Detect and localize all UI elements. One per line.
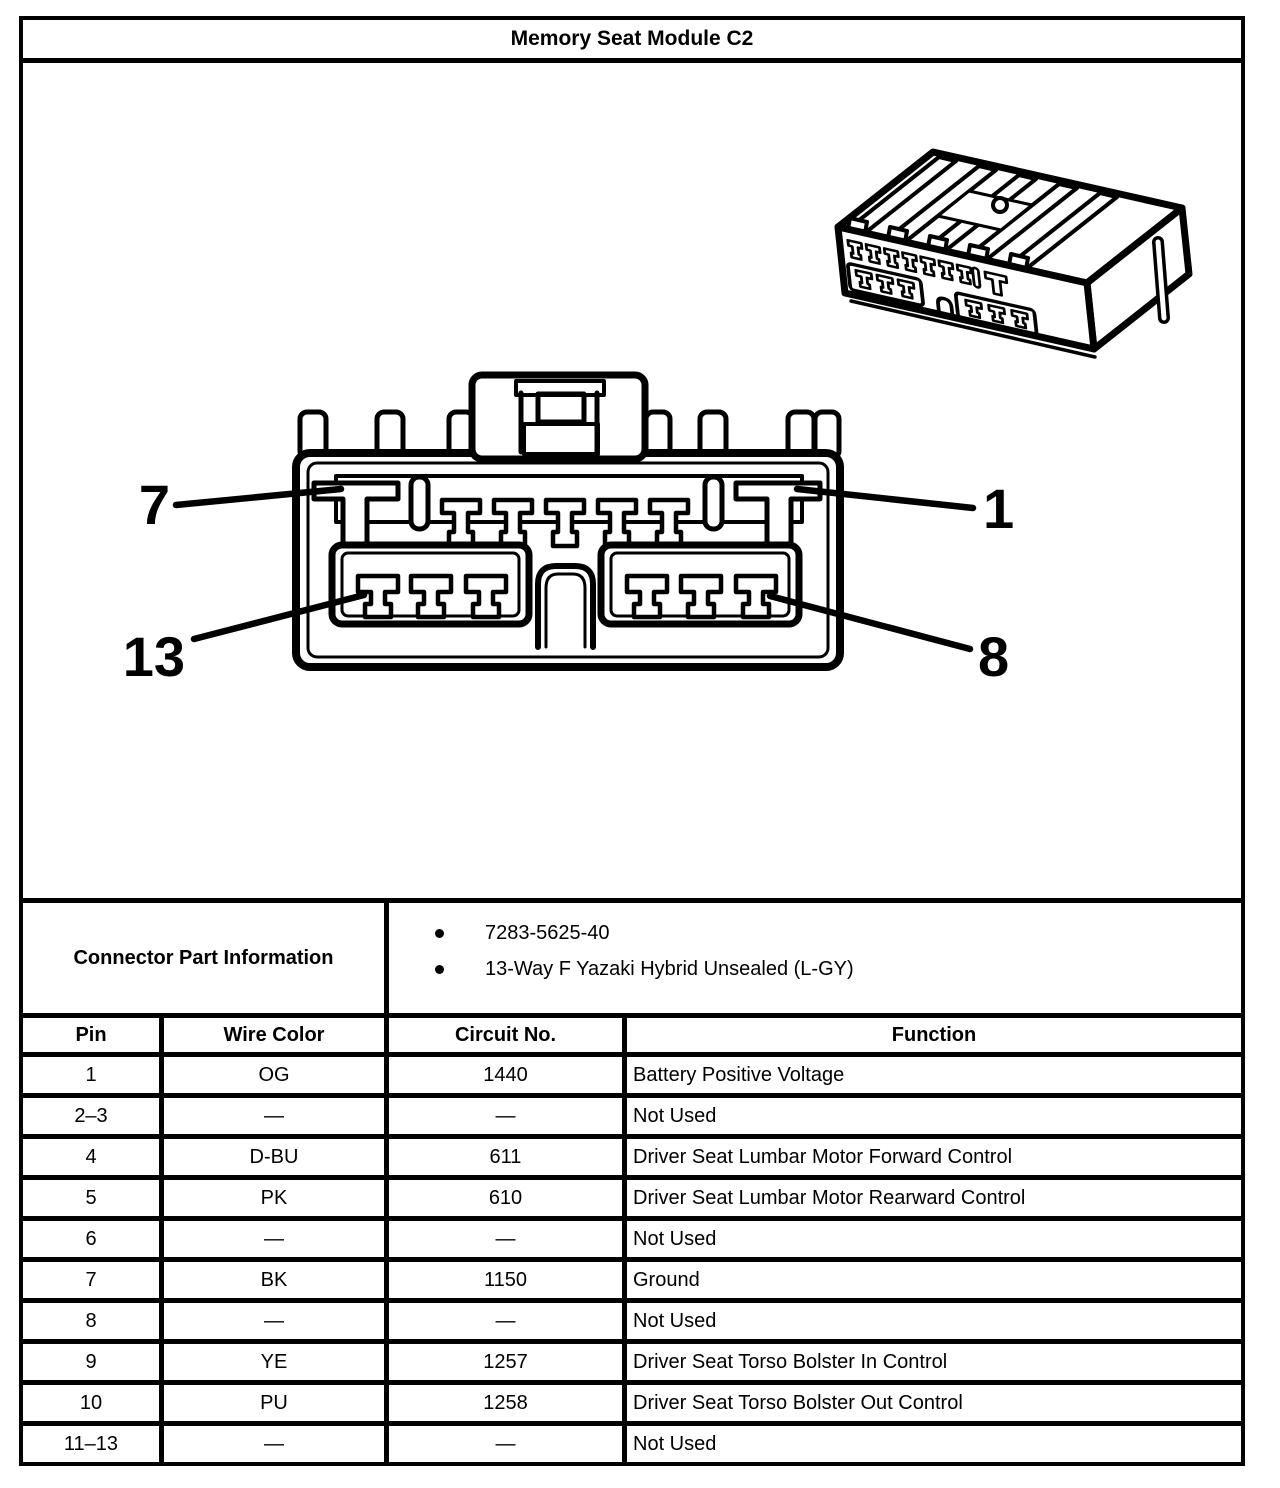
cell-pin: 4 xyxy=(23,1139,159,1175)
cell-wire-color: OG xyxy=(164,1057,384,1093)
connector-description: 13-Way F Yazaki Hybrid Unsealed (L-GY) xyxy=(485,957,854,980)
col-header-wire-color: Wire Color xyxy=(164,1018,384,1052)
cell-wire-color: — xyxy=(164,1426,384,1462)
callout-pin1: 1 xyxy=(983,477,1015,540)
cell-circuit-no: 1150 xyxy=(389,1262,622,1298)
cell-circuit-no: — xyxy=(389,1303,622,1339)
cell-pin: 1 xyxy=(23,1057,159,1093)
cell-circuit-no: 610 xyxy=(389,1180,622,1216)
connector-info-table xyxy=(23,898,1241,1462)
cell-pin: 9 xyxy=(23,1344,159,1380)
cell-wire-color: — xyxy=(164,1221,384,1257)
col-header-pin: Pin xyxy=(23,1018,159,1052)
cell-wire-color: YE xyxy=(164,1344,384,1380)
connector-part-number: 7283-5625-40 xyxy=(485,921,610,944)
cell-circuit-no: — xyxy=(389,1221,622,1257)
cell-function: Not Used xyxy=(627,1303,1241,1339)
cell-circuit-no: 1257 xyxy=(389,1344,622,1380)
cell-function: Not Used xyxy=(627,1098,1241,1134)
cell-pin: 11–13 xyxy=(23,1426,159,1462)
cell-circuit-no: — xyxy=(389,1426,622,1462)
bullet-icon xyxy=(435,929,444,938)
connector-diagram-area xyxy=(23,63,1241,898)
cell-circuit-no: 1258 xyxy=(389,1385,622,1421)
list-item xyxy=(389,951,1241,987)
cell-function: Driver Seat Lumbar Motor Rearward Control xyxy=(627,1180,1241,1216)
connector-face-view xyxy=(296,375,840,667)
connector-part-info-values xyxy=(389,903,1241,1013)
cell-function: Not Used xyxy=(627,1426,1241,1462)
cell-function: Driver Seat Lumbar Motor Forward Control xyxy=(627,1139,1241,1175)
callout-pin13: 13 xyxy=(122,625,185,688)
cell-function: Driver Seat Torso Bolster In Control xyxy=(627,1344,1241,1380)
page-title: Memory Seat Module C2 xyxy=(510,27,754,50)
connector-isometric-view xyxy=(838,152,1189,357)
cell-pin: 8 xyxy=(23,1303,159,1339)
cell-wire-color: — xyxy=(164,1303,384,1339)
cell-circuit-no: 611 xyxy=(389,1139,622,1175)
cell-wire-color: — xyxy=(164,1098,384,1134)
cell-function: Ground xyxy=(627,1262,1241,1298)
cell-function: Not Used xyxy=(627,1221,1241,1257)
cell-wire-color: PK xyxy=(164,1180,384,1216)
cell-wire-color: PU xyxy=(164,1385,384,1421)
col-header-circuit-no: Circuit No. xyxy=(389,1018,622,1052)
callout-pin8: 8 xyxy=(978,625,1010,688)
cell-circuit-no: — xyxy=(389,1098,622,1134)
list-item xyxy=(389,915,1241,951)
connector-part-info-label: Connector Part Information xyxy=(23,903,384,1013)
connector-diagram xyxy=(23,63,1241,898)
cell-function: Driver Seat Torso Bolster Out Control xyxy=(627,1385,1241,1421)
title-bar xyxy=(23,20,1241,63)
cell-pin: 2–3 xyxy=(23,1098,159,1134)
cell-pin: 7 xyxy=(23,1262,159,1298)
cell-circuit-no: 1440 xyxy=(389,1057,622,1093)
callout-pin7: 7 xyxy=(138,473,170,536)
cell-function: Battery Positive Voltage xyxy=(627,1057,1241,1093)
cell-wire-color: D-BU xyxy=(164,1139,384,1175)
cell-pin: 6 xyxy=(23,1221,159,1257)
cell-wire-color: BK xyxy=(164,1262,384,1298)
bullet-icon xyxy=(435,965,444,974)
cell-pin: 10 xyxy=(23,1385,159,1421)
cell-pin: 5 xyxy=(23,1180,159,1216)
col-header-function: Function xyxy=(627,1018,1241,1052)
document-frame xyxy=(19,16,1245,1466)
